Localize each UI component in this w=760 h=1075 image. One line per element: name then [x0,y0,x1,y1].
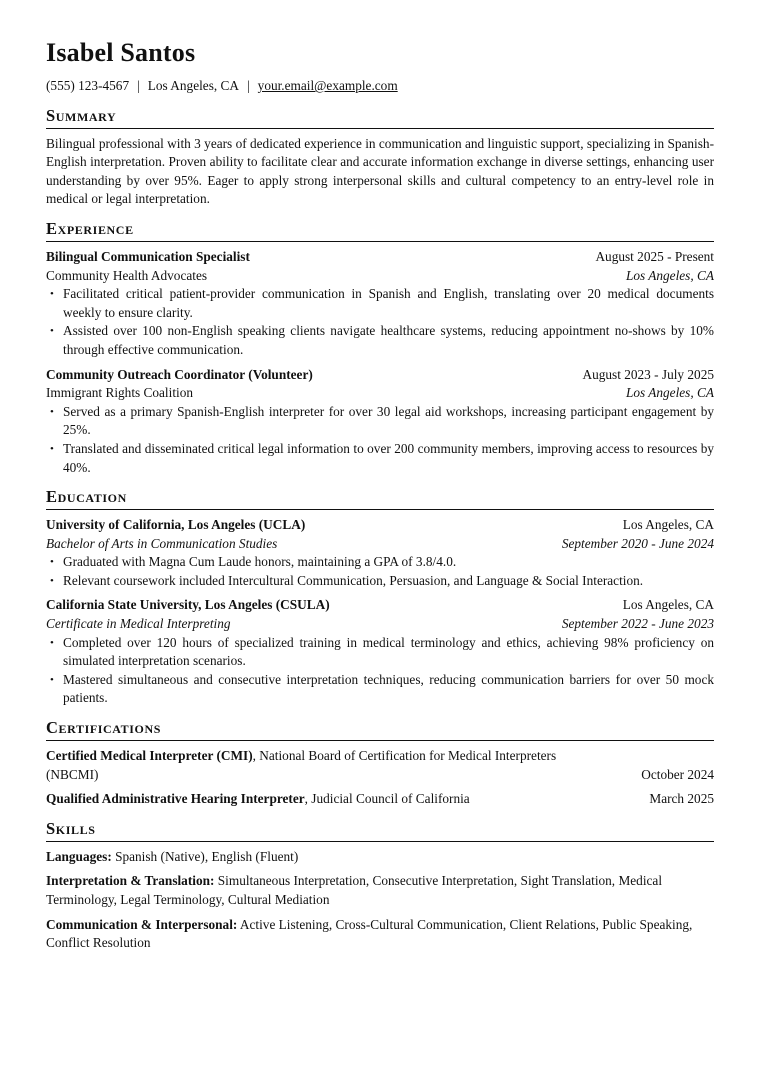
skill-values: Simultaneous Interpretation, Consecutive Interpretation, Sight Translation, Medical Terminology, Legal Terminology, Cultural Mediation [46,873,663,907]
school-name: California State University, Los Angeles (CSULA) [46,597,330,613]
bullet-item: • Assisted over 100 non-English speaking clients navigate healthcare systems, reducing appointment no-shows by 10% through effective communication. [63,322,714,359]
degree: Bachelor of Arts in Communication Studies [46,535,278,551]
location: Los Angeles, CA [147,78,239,93]
job-dates: August 2025 - Present [595,248,714,264]
degree: Certificate in Medical Interpreting [46,616,231,632]
skill-group [46,848,714,867]
certification-entry [46,747,714,784]
certification-date: March 2025 [649,791,714,807]
school-name: University of California, Los Angeles (UCLA) [46,517,306,533]
section-title-experience: Experience [46,219,714,242]
job-title: Bilingual Communication Specialist [46,248,250,264]
certification-name: Certified Medical Interpreter (CMI) [46,748,253,764]
job-location: Los Angeles, CA [625,267,714,283]
certification-issuer-cont: (NBCMI) [46,766,99,782]
section-title-summary: Summary [46,106,714,129]
experience-entry [46,366,714,478]
bullet-item: • Facilitated critical patient-provider communication in Spanish and English, translating over 20 medical documents weekly to ensure clarity. [63,285,714,322]
bullet-item: • Served as a primary Spanish-English interpreter for over 30 legal aid workshops, increasing participant engagement by 25%. [63,403,714,440]
education-entry [46,596,714,708]
organization: Community Health Advocates [46,267,208,283]
bullet-list [46,553,714,590]
skill-group [46,916,714,953]
certifications-section [46,747,714,809]
skill-label: Languages: [46,848,112,864]
skill-label: Communication & Interpersonal: [46,916,238,932]
bullet-list [46,634,714,708]
certification-name: Qualified Administrative Hearing Interpreter [46,791,305,807]
skill-values: Spanish (Native), English (Fluent) [111,848,299,864]
bullet-list [46,403,714,477]
education-section [46,516,714,708]
education-dates: September 2020 - June 2024 [561,535,714,551]
experience-section [46,248,714,477]
separator: | [247,78,250,93]
skill-group [46,872,714,909]
resume-page [46,0,714,953]
email-link[interactable]: your.email@example.com [257,78,398,93]
summary-section [46,135,714,209]
certification-issuer: , National Board of Certification for Medical Interpreters [252,748,557,764]
bullet-item: • Completed over 120 hours of specialized training in medical terminology and ethics, achieving 98% proficiency on simulated interpretation scenarios. [63,634,714,671]
school-location: Los Angeles, CA [622,517,714,533]
job-location: Los Angeles, CA [625,385,714,401]
education-entry [46,516,714,590]
certification-date: October 2024 [641,766,714,782]
summary-text: Bilingual professional with 3 years of dedicated experience in communication and linguistic support, specializing in Spanish-English interpretation. Proven ability to facilitate clear and accurate information exchange in diverse settings, enhancing user understanding by over 95%. Eager to apply strong interpersonal skills and cultural competency to an entry-level role in medical or legal interpretation. [46,135,714,207]
bullet-item: • Graduated with Magna Cum Laude honors, maintaining a GPA of 3.8/4.0. [63,553,714,572]
certification-entry [46,790,714,809]
bullet-list [46,285,714,359]
skill-label: Interpretation & Translation: [46,873,215,889]
bullet-item: • Relevant coursework included Intercultural Communication, Persuasion, and Language & Social Interaction. [63,572,714,591]
separator: | [137,78,140,93]
skills-section [46,848,714,953]
section-title-skills: Skills [46,819,714,842]
candidate-name: Isabel Santos [46,38,196,67]
organization: Immigrant Rights Coalition [46,385,193,401]
education-dates: September 2022 - June 2023 [561,616,714,632]
phone: (555) 123-4567 [46,78,130,93]
job-dates: August 2023 - July 2025 [582,366,714,382]
certification-issuer: , Judicial Council of California [304,791,470,807]
section-title-education: Education [46,487,714,510]
experience-entry [46,248,714,360]
section-title-certifications: Certifications [46,718,714,741]
school-location: Los Angeles, CA [622,597,714,613]
contact-line [46,77,714,96]
bullet-item: • Mastered simultaneous and consecutive interpretation techniques, reducing communication barriers for over 50 mock patients. [63,671,714,708]
bullet-item: • Translated and disseminated critical legal information to over 200 community members, improving access to resources by 40%. [63,440,714,477]
skill-values: Active Listening, Cross-Cultural Communication, Client Relations, Public Speaking, Conflict Resolution [46,916,693,951]
job-title: Community Outreach Coordinator (Volunteer) [46,366,313,382]
